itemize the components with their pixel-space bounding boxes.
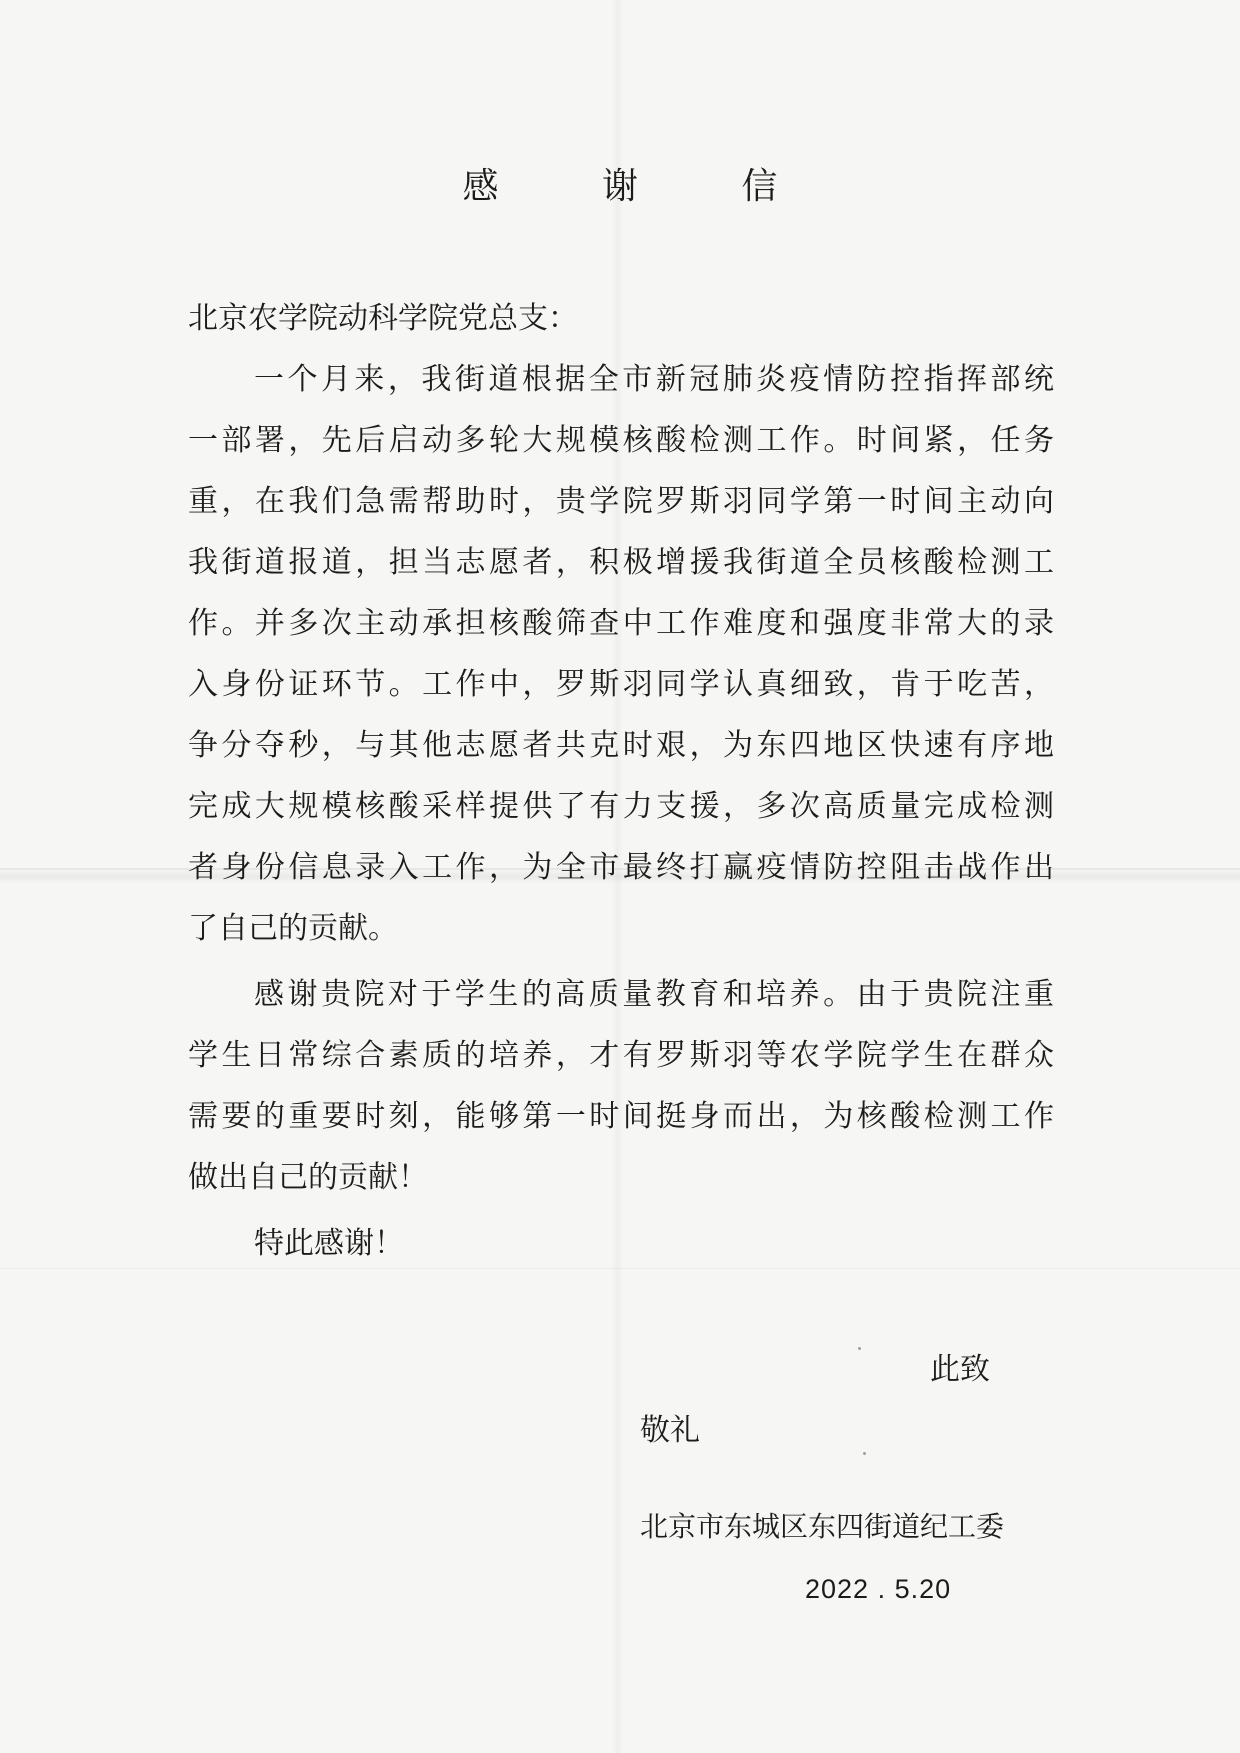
text-line: 者身份信息录入工作，为全市最终打赢疫情防控阻击战作出 (188, 850, 1054, 885)
text-line: 一个月来，我街道根据全市新冠肺炎疫情防控指挥部统 (254, 362, 1054, 397)
paragraph-3: 特此感谢！ (254, 1226, 404, 1261)
text-line: 入身份证环节。工作中，罗斯羽同学认真细致，肯于吃苦， (188, 667, 1054, 702)
text-line: 争分夺秒，与其他志愿者共克时艰，为东四地区快速有序地 (188, 728, 1054, 763)
text-line: 作。并多次主动承担核酸筛查中工作难度和强度非常大的录 (188, 606, 1054, 641)
text-line: 学生日常综合素质的培养，才有罗斯羽等农学院学生在群众 (188, 1038, 1054, 1073)
letter-title: 感 谢 信 (462, 166, 824, 207)
text-line: 完成大规模核酸采样提供了有力支援，多次高质量完成检测 (188, 789, 1054, 824)
text-line: 重，在我们急需帮助时，贵学院罗斯羽同学第一时间主动向 (188, 484, 1054, 519)
letter-body (188, 288, 1054, 1274)
paragraph-2 (188, 964, 1054, 1208)
text-line: 需要的重要时刻，能够第一时间挺身而出，为核酸检测工作 (188, 1099, 1054, 1134)
closing-phrase: 此致 (930, 1352, 990, 1387)
scan-speck (858, 1347, 861, 1350)
text-line: 一部署，先后启动多轮大规模核酸检测工作。时间紧，任务 (188, 423, 1054, 458)
text-line: 做出自己的贡献！ (188, 1160, 428, 1195)
paragraph-1 (188, 349, 1054, 959)
closing-salute: 敬礼 (640, 1413, 700, 1448)
scan-speck (863, 1452, 866, 1455)
salutation: 北京农学院动科学院党总支： (188, 301, 578, 336)
signature: 北京市东城区东四街道纪工委 (640, 1510, 1005, 1543)
text-line: 我街道报道，担当志愿者，积极增援我街道全员核酸检测工 (188, 545, 1054, 580)
letter-date: 2022 . 5.20 (805, 1574, 952, 1604)
text-line: 感谢贵院对于学生的高质量教育和培养。由于贵院注重 (254, 977, 1054, 1012)
text-line: 了自己的贡献。 (188, 911, 398, 946)
